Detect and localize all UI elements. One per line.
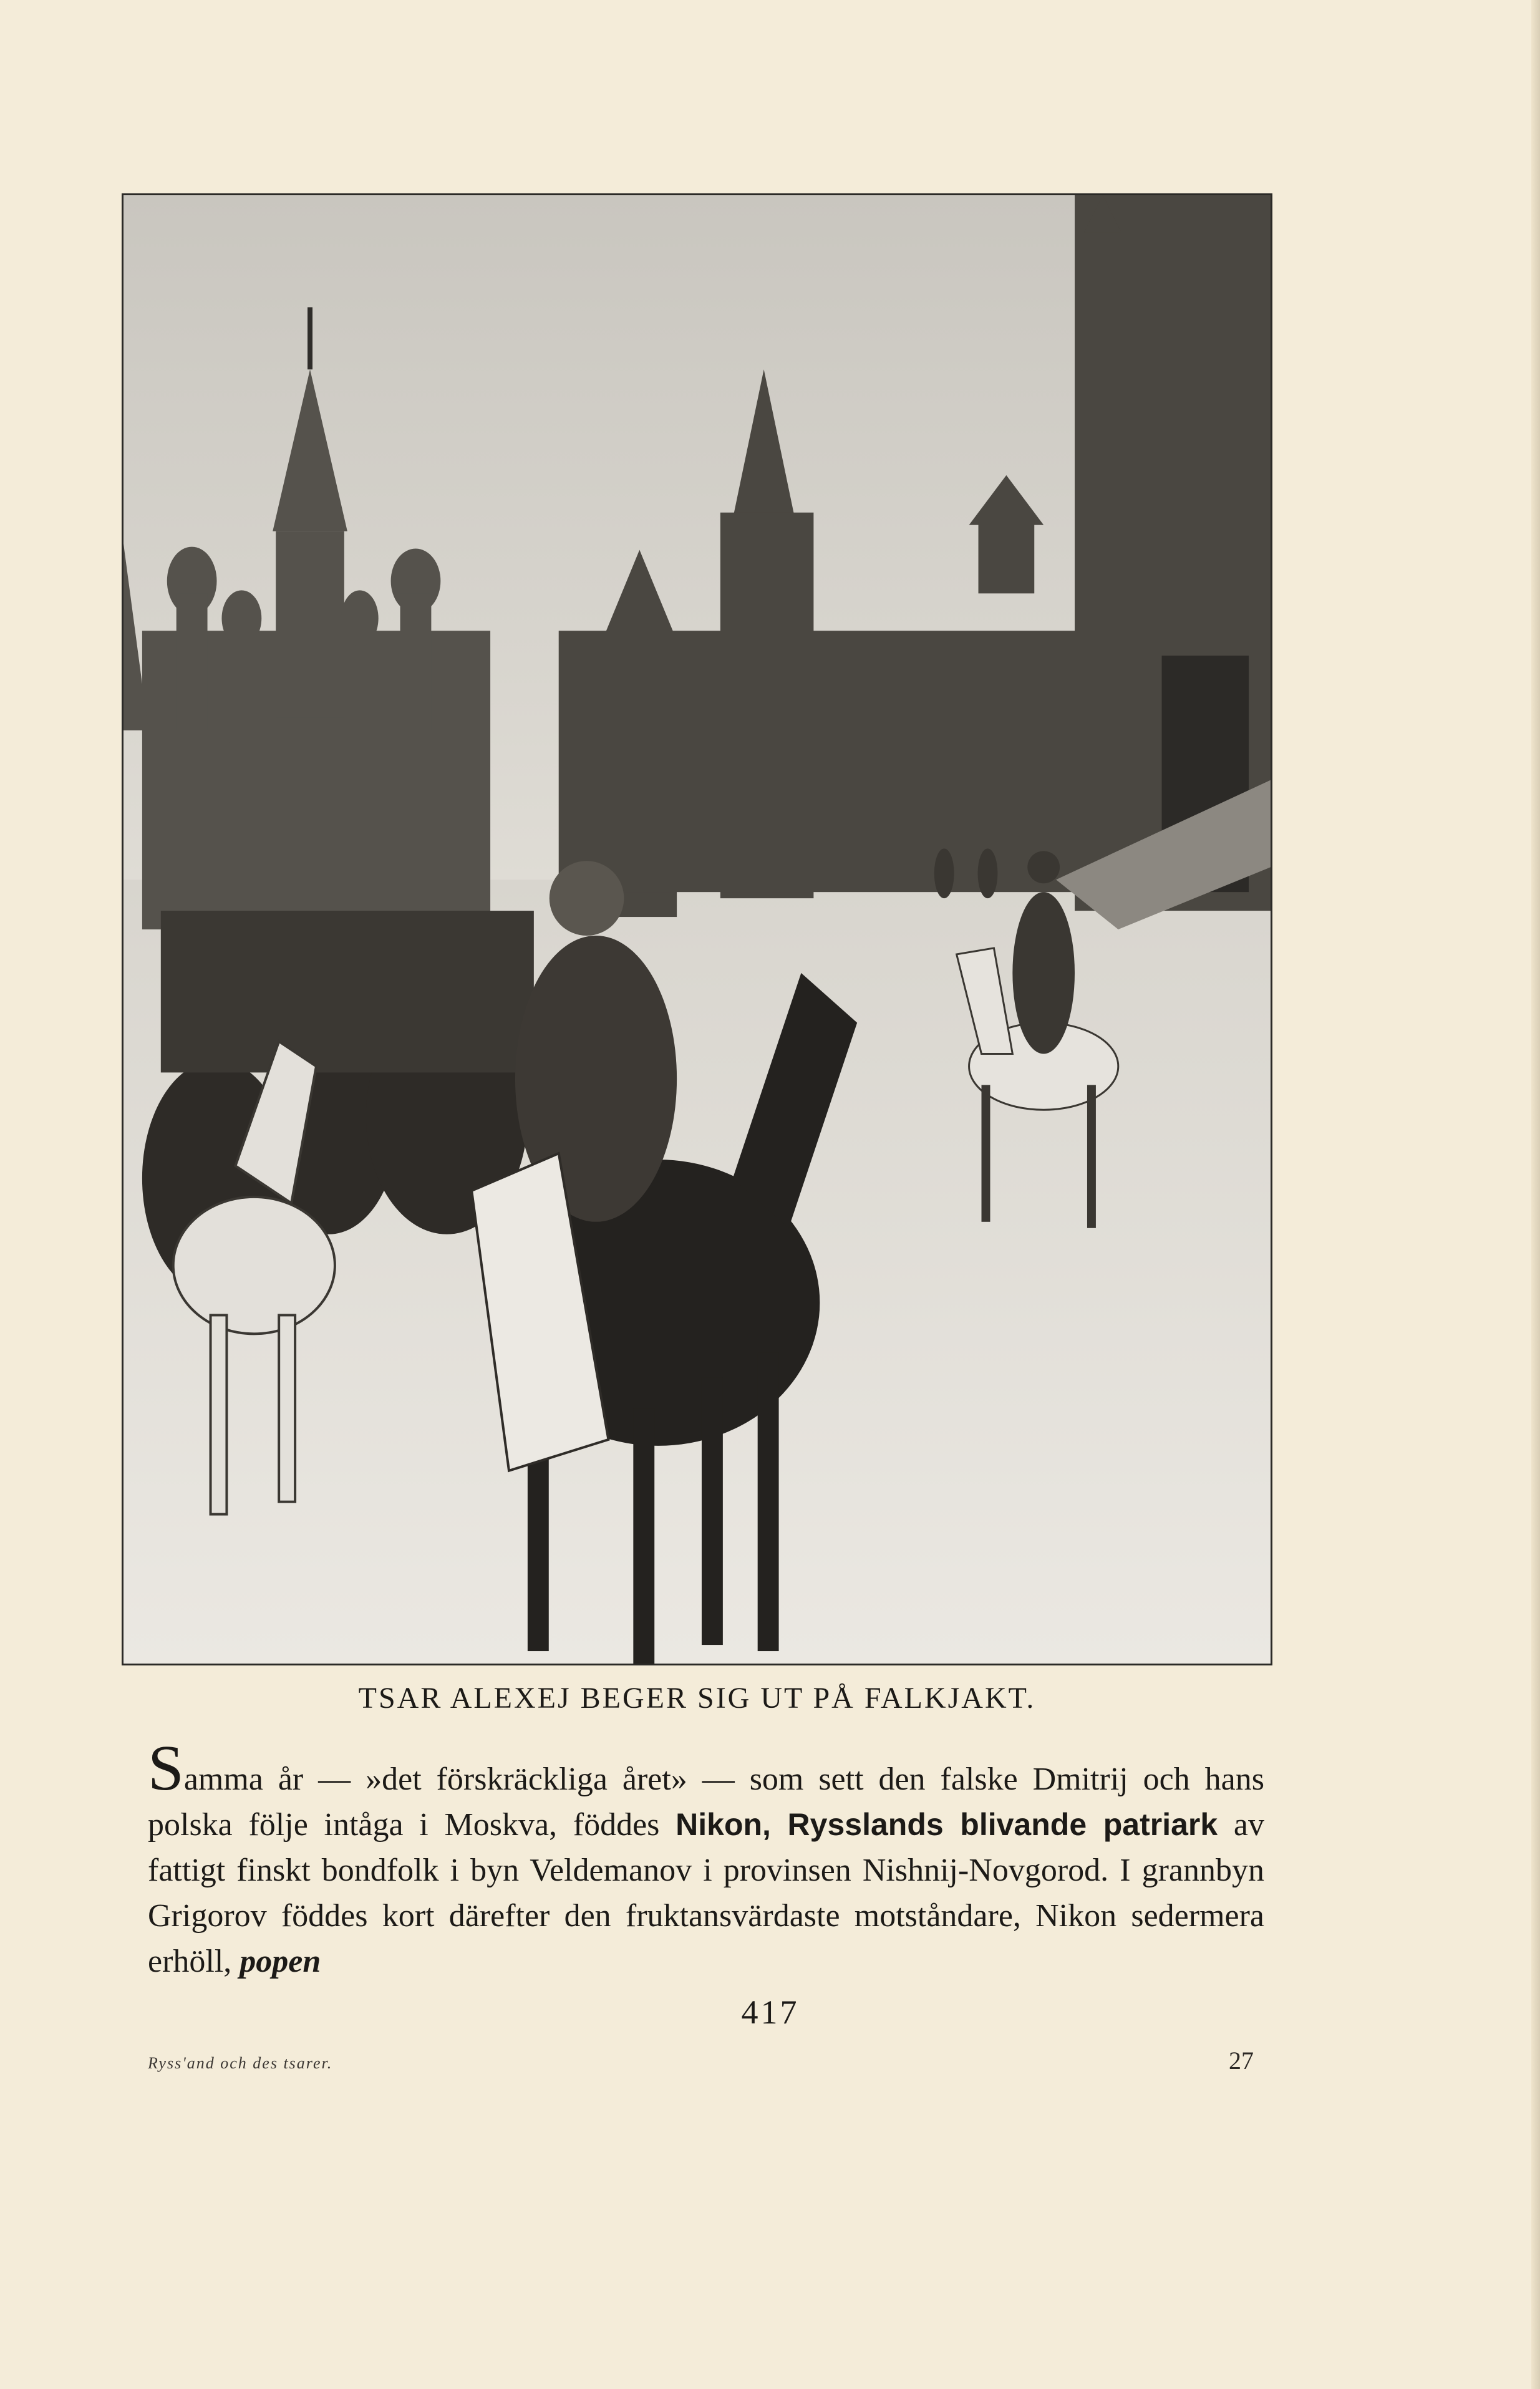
footer-signature-number: 27	[1229, 2047, 1254, 2075]
body-text-2: av fattigt finskt bondfolk i byn Veldemanov i provinsen Nishnij-Novgorod. I grannbyn Grigorov föddes kort därefter den fruktansvärdaste motståndare, Nikon sedermera erhöll,	[148, 1807, 1264, 1979]
body-text-1: amma år — »det förskräckliga året» — som sett den falske Dmitrij och hans polska följe intåga i Moskva, föddes	[148, 1761, 1264, 1843]
illustration-plate	[122, 193, 1272, 1665]
falconry-illustration	[123, 195, 1271, 1664]
body-paragraph	[148, 1732, 1264, 1984]
plate-caption: TSAR ALEXEJ BEGER SIG UT PÅ FALKJAKT.	[358, 1682, 1036, 1715]
drop-cap: S	[148, 1732, 184, 1804]
footer-book-title: Ryss'and och des tsarer.	[148, 2054, 333, 2072]
body-bold-nikon: Nikon, Rysslands blivande patriark	[676, 1807, 1218, 1842]
body-italic-popen: popen	[240, 1944, 321, 1979]
page-number: 417	[741, 1994, 800, 2031]
page-edge	[1531, 0, 1540, 2389]
